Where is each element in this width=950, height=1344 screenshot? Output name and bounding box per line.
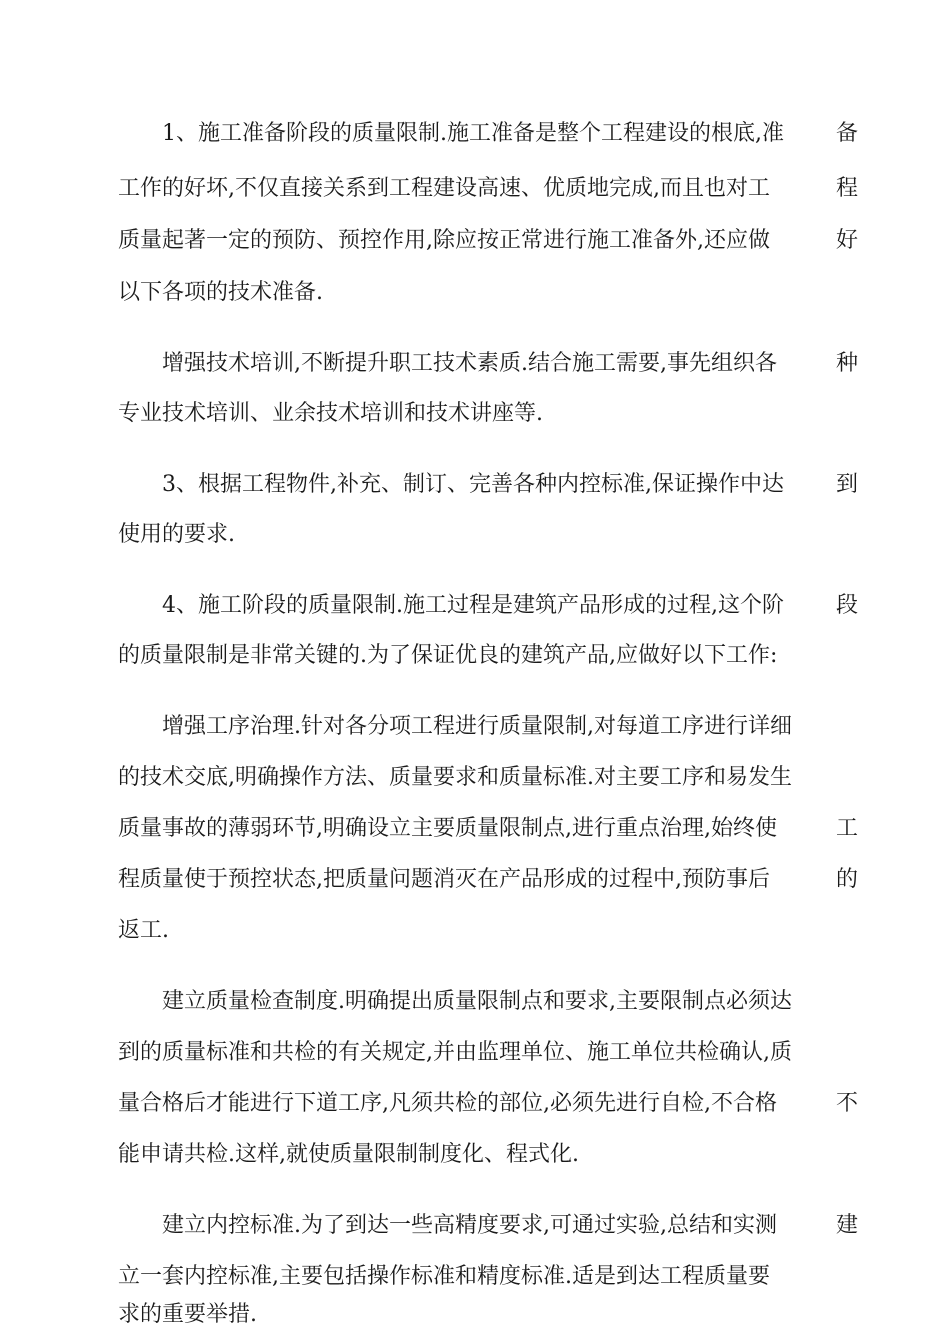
paragraph-line: 到的质量标准和共检的有关规定,并由监理单位、施工单位共检确认,质 [118,1040,792,1065]
paragraph-line: 立一套内控标准,主要包括操作标准和精度标准.适是到达工程质量要 [118,1264,770,1289]
paragraph-2 [118,343,858,435]
document-body [118,113,858,1332]
paragraph-line: 3、根据工程物件,补充、制订、完善各种内控标准,保证操作中达 到 [162,472,858,497]
paragraph-5 [118,706,858,952]
paragraph-line: 增强技术培训,不断提升职工技术素质.结合施工需要,事先组织各 种 [162,351,858,376]
paragraph-line: 增强工序治理.针对各分项工程进行质量限制,对每道工序进行详细 [162,714,792,739]
paragraph-1 [118,113,858,314]
paragraph-line: 求的重要举措. [118,1302,257,1327]
paragraph-line: 的技术交底,明确操作方法、质量要求和质量标准.对主要工序和易发生 [118,765,792,790]
paragraph-line: 返工. [118,918,169,943]
paragraph-line: 量合格后才能进行下道工序,凡须共检的部位,必须先进行自检,不合格 不 [118,1091,858,1116]
paragraph-line: 1、施工准备阶段的质量限制.施工准备是整个工程建设的根底,准 备 [162,121,858,146]
paragraph-4 [118,585,858,677]
paragraph-line: 专业技术培训、业余技术培训和技术讲座等. [118,401,543,426]
paragraph-line: 使用的要求. [118,522,235,547]
paragraph-line: 程质量使于预控状态,把质量问题消灭在产品形成的过程中,预防事后 的 [118,867,858,892]
paragraph-line: 4、施工阶段的质量限制.施工过程是建筑产品形成的过程,这个阶 段 [162,593,858,618]
paragraph-line: 的质量限制是非常关键的.为了保证优良的建筑产品,应做好以下工作: [118,643,778,668]
paragraph-line: 质量事故的薄弱环节,明确设立主要质量限制点,进行重点治理,始终使 工 [118,816,858,841]
paragraph-line: 建立内控标准.为了到达一些高精度要求,可通过实验,总结和实测 建 [162,1213,858,1238]
paragraph-line: 能申请共检.这样,就使质量限制制度化、程式化. [118,1142,579,1167]
paragraph-line: 建立质量检查制度.明确提出质量限制点和要求,主要限制点必须达 [162,989,792,1014]
paragraph-line: 工作的好坏,不仅直接关系到工程建设高速、优质地完成,而且也对工 程 [118,176,858,201]
paragraph-6 [118,981,858,1176]
paragraph-line: 以下各项的技术准备. [118,280,323,305]
paragraph-3 [118,464,858,556]
paragraph-line: 质量起著一定的预防、预控作用,除应按正常进行施工准备外,还应做 好 [118,228,858,253]
paragraph-7 [118,1205,858,1332]
